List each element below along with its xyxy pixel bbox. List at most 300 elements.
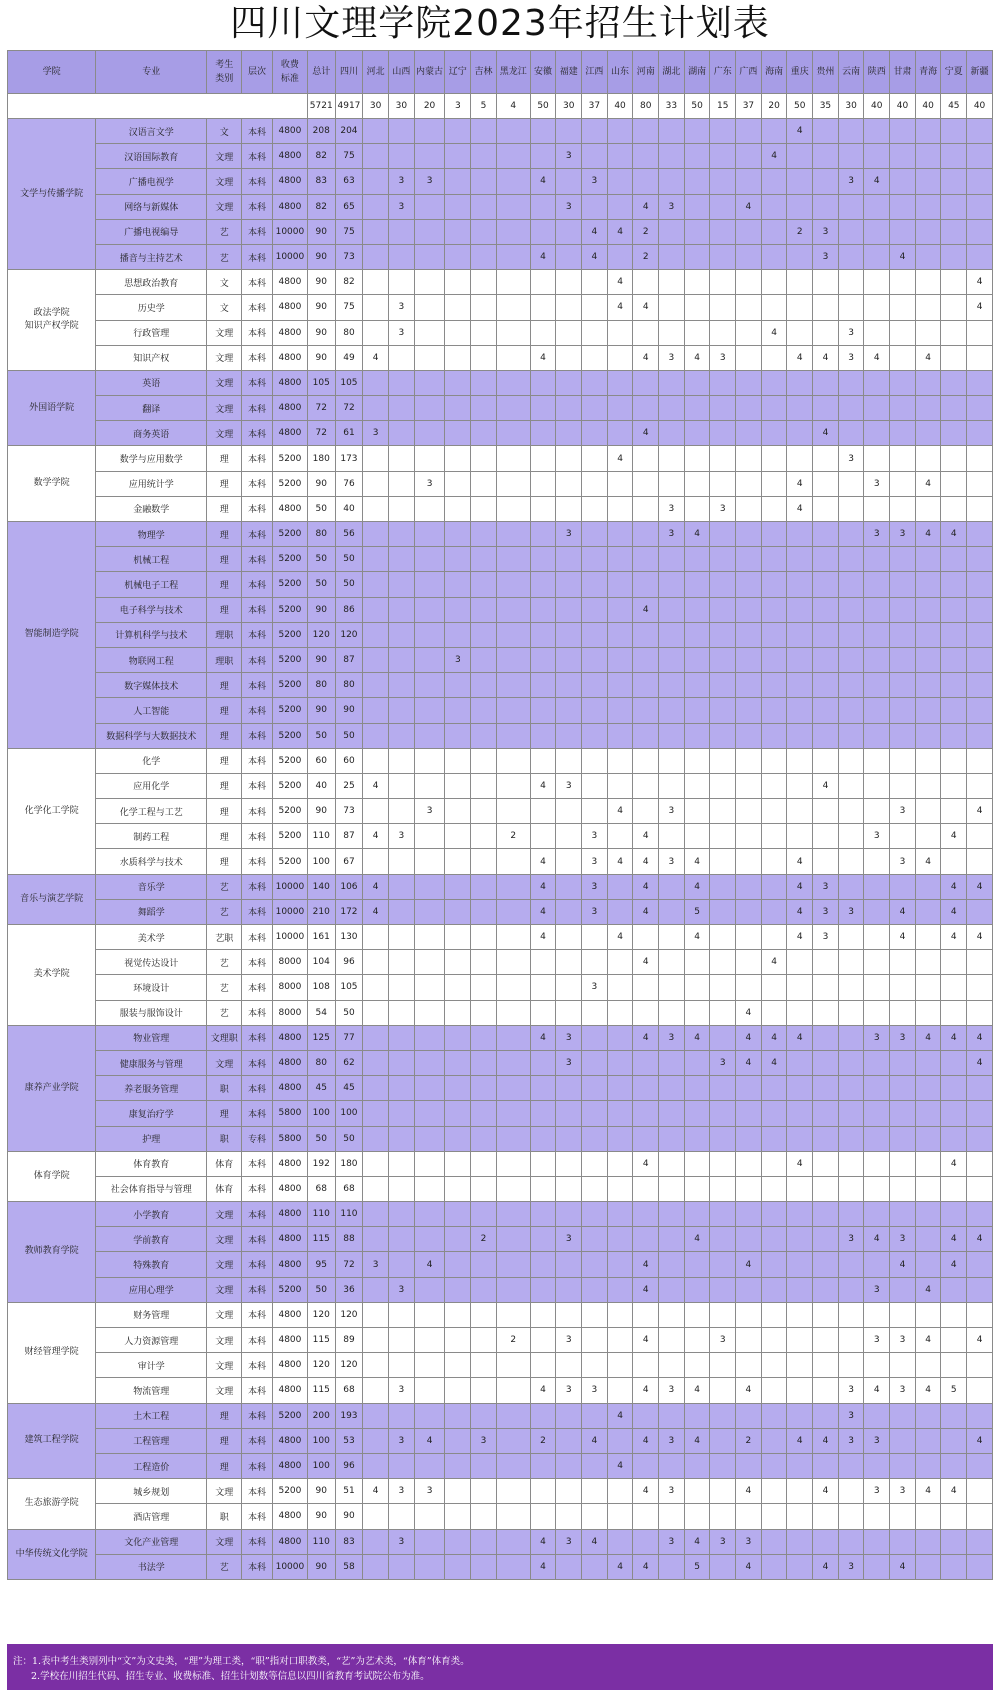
province-quota: 3 [813,244,839,269]
major-name: 知识产权 [96,345,207,370]
province-quota: 65 [335,194,363,219]
province-quota: 4 [941,1479,967,1504]
table-row [8,874,993,899]
level: 本科 [242,975,273,1000]
tuition: 5200 [272,622,307,647]
province-quota: 3 [556,522,582,547]
province-quota: 50 [335,572,363,597]
province-quota [967,547,993,572]
province-quota: 4 [530,849,556,874]
province-quota [838,396,864,421]
province-quota [659,925,685,950]
province-quota [445,824,471,849]
province-quota: 4 [633,849,659,874]
province-quota: 4 [967,1227,993,1252]
province-quota [813,1277,839,1302]
total-quota: 120 [307,1302,335,1327]
province-quota [659,975,685,1000]
column-header: 湖北 [659,51,685,94]
province-quota [736,925,762,950]
province-quota [496,1403,530,1428]
province-quota [915,169,941,194]
column-header: 层次 [242,51,273,94]
candidate-category: 体育 [207,1151,242,1176]
province-quota: 4 [967,1428,993,1453]
province-quota [838,522,864,547]
province-quota [445,1479,471,1504]
province-quota [388,471,414,496]
province-quota [388,874,414,899]
province-quota [659,320,685,345]
province-quota [496,1479,530,1504]
province-quota [388,1403,414,1428]
province-quota [414,849,445,874]
province-quota: 3 [890,799,916,824]
province-quota [363,1378,389,1403]
province-quota [864,773,890,798]
province-quota: 4 [530,773,556,798]
tuition: 8000 [272,950,307,975]
table-row [8,975,993,1000]
province-quota [761,169,787,194]
province-quota [471,1403,497,1428]
province-quota [496,194,530,219]
province-quota [967,119,993,144]
province-quota: 3 [838,320,864,345]
province-quota [607,622,633,647]
province-quota [496,1504,530,1529]
province-quota [736,799,762,824]
province-quota [530,1050,556,1075]
province-quota [864,723,890,748]
province-quota [445,547,471,572]
province-quota [530,698,556,723]
province-quota: 3 [659,1428,685,1453]
province-quota: 4 [607,1403,633,1428]
province-quota [941,1277,967,1302]
total-quota: 210 [307,899,335,924]
province-quota [967,1504,993,1529]
tuition: 4800 [272,320,307,345]
province-quota: 3 [838,169,864,194]
province-quota: 2 [496,1328,530,1353]
college-name: 数学学院 [8,446,96,522]
province-quota [659,1076,685,1101]
province-quota [445,1504,471,1529]
province-quota [838,673,864,698]
province-quota [659,723,685,748]
table-row [8,1453,993,1478]
total-quota: 90 [307,597,335,622]
province-quota [530,446,556,471]
province-quota [684,1000,710,1025]
province-quota [659,396,685,421]
province-quota [363,320,389,345]
candidate-category: 文理 [207,1479,242,1504]
province-quota: 3 [388,295,414,320]
province-quota: 4 [633,597,659,622]
province-quota [915,824,941,849]
province-quota: 4 [890,1252,916,1277]
major-name: 思想政治教育 [96,270,207,295]
province-quota [915,1554,941,1579]
province-quota: 4 [761,950,787,975]
province-quota [761,446,787,471]
province-quota [864,1403,890,1428]
province-quota [813,446,839,471]
province-quota [941,1000,967,1025]
level: 本科 [242,1000,273,1025]
province-quota: 4 [890,899,916,924]
province-quota [607,874,633,899]
province-quota: 3 [556,1529,582,1554]
province-quota [710,698,736,723]
province-quota [363,975,389,1000]
major-name: 电子科学与技术 [96,597,207,622]
province-quota [582,748,608,773]
province-quota [684,1479,710,1504]
province-quota [941,849,967,874]
province-quota: 3 [838,1428,864,1453]
province-quota [736,773,762,798]
province-quota [736,824,762,849]
column-header: 湖南 [684,51,710,94]
province-quota [556,169,582,194]
province-quota [864,899,890,924]
province-quota [496,950,530,975]
tuition: 5200 [272,547,307,572]
province-quota [363,219,389,244]
province-quota [363,1151,389,1176]
college-name: 建筑工程学院 [8,1403,96,1479]
province-quota [414,119,445,144]
province-quota [736,1328,762,1353]
tuition: 4800 [272,270,307,295]
province-quota [530,1000,556,1025]
province-quota [915,572,941,597]
province-quota: 110 [335,1202,363,1227]
province-quota [813,1101,839,1126]
level: 本科 [242,1353,273,1378]
province-quota [761,1101,787,1126]
province-quota [710,446,736,471]
province-quota [890,1151,916,1176]
province-quota [388,1504,414,1529]
tuition: 5200 [272,1277,307,1302]
province-quota [659,1151,685,1176]
province-quota [710,1554,736,1579]
province-quota [736,244,762,269]
province-quota [530,1453,556,1478]
province-quota [710,1151,736,1176]
province-quota [787,547,813,572]
total-quota: 50 [307,1277,335,1302]
column-header: 考生 类别 [207,51,242,94]
table-row [8,547,993,572]
province-quota [414,1126,445,1151]
province-quota [967,144,993,169]
tuition: 4800 [272,1353,307,1378]
province-quota [659,1353,685,1378]
province-quota [736,1076,762,1101]
tuition: 4800 [272,1328,307,1353]
total-quota: 80 [307,522,335,547]
major-name: 人工智能 [96,698,207,723]
province-quota [684,144,710,169]
province-quota [864,1050,890,1075]
total-cell: 40 [864,94,890,119]
province-quota [388,270,414,295]
province-quota [659,471,685,496]
table-row [8,925,993,950]
province-quota [556,1554,582,1579]
province-quota [471,1453,497,1478]
province-quota [530,1101,556,1126]
province-quota [582,1101,608,1126]
province-quota: 3 [864,824,890,849]
candidate-category: 理职 [207,622,242,647]
province-quota [582,925,608,950]
province-quota: 3 [890,849,916,874]
province-quota [582,446,608,471]
province-quota [838,1000,864,1025]
province-quota [710,647,736,672]
total-quota: 82 [307,194,335,219]
province-quota [414,899,445,924]
province-quota: 82 [335,270,363,295]
province-quota [471,899,497,924]
province-quota [890,1076,916,1101]
province-quota [414,144,445,169]
province-quota [388,622,414,647]
province-quota [659,1403,685,1428]
major-name: 行政管理 [96,320,207,345]
province-quota [530,270,556,295]
province-quota [556,421,582,446]
province-quota [736,597,762,622]
province-quota [496,1126,530,1151]
province-quota: 4 [736,1000,762,1025]
province-quota [607,1504,633,1529]
province-quota [941,421,967,446]
province-quota [787,1403,813,1428]
province-quota [471,673,497,698]
province-quota [388,522,414,547]
province-quota [761,723,787,748]
province-quota [941,597,967,622]
level: 本科 [242,320,273,345]
total-quota: 180 [307,446,335,471]
province-quota [710,270,736,295]
province-quota [864,219,890,244]
level: 本科 [242,522,273,547]
candidate-category: 文理 [207,1353,242,1378]
province-quota [838,1202,864,1227]
province-quota [530,1302,556,1327]
province-quota [736,874,762,899]
province-quota [787,1076,813,1101]
province-quota [890,1176,916,1201]
province-quota [761,824,787,849]
province-quota [967,849,993,874]
province-quota [890,547,916,572]
province-quota [496,1277,530,1302]
province-quota: 4 [530,874,556,899]
province-quota: 50 [335,1126,363,1151]
table-row [8,244,993,269]
province-quota [607,748,633,773]
province-quota [787,421,813,446]
province-quota [633,622,659,647]
table-row [8,1353,993,1378]
province-quota [915,270,941,295]
province-quota [684,950,710,975]
column-header: 海南 [761,51,787,94]
province-quota [414,1378,445,1403]
province-quota: 56 [335,522,363,547]
province-quota: 3 [582,849,608,874]
province-quota [556,1151,582,1176]
province-quota [915,1504,941,1529]
province-quota: 3 [388,169,414,194]
province-quota [445,270,471,295]
province-quota [471,597,497,622]
province-quota [445,899,471,924]
province-quota [941,1076,967,1101]
province-quota: 4 [967,925,993,950]
province-quota [363,522,389,547]
column-header: 云南 [838,51,864,94]
province-quota [607,597,633,622]
province-quota [633,370,659,395]
province-quota [710,1076,736,1101]
province-quota [967,421,993,446]
province-quota: 4 [915,1378,941,1403]
province-quota [530,1504,556,1529]
province-quota [736,1101,762,1126]
province-quota [838,874,864,899]
province-quota: 4 [813,773,839,798]
province-quota [941,1403,967,1428]
province-quota [710,1176,736,1201]
province-quota [607,244,633,269]
candidate-category: 艺 [207,950,242,975]
province-quota [710,1252,736,1277]
province-quota [890,194,916,219]
province-quota: 172 [335,899,363,924]
province-quota [941,1101,967,1126]
table-row [8,723,993,748]
province-quota: 3 [813,925,839,950]
province-quota [659,169,685,194]
province-quota [445,370,471,395]
province-quota [607,899,633,924]
province-quota: 120 [335,1353,363,1378]
province-quota [736,345,762,370]
province-quota [813,748,839,773]
province-quota [556,925,582,950]
major-name: 数学与应用数学 [96,446,207,471]
province-quota [787,950,813,975]
province-quota [388,345,414,370]
province-quota [414,219,445,244]
province-quota [582,1050,608,1075]
province-quota [787,647,813,672]
province-quota [710,320,736,345]
province-quota: 53 [335,1428,363,1453]
province-quota [787,1479,813,1504]
province-quota [659,1504,685,1529]
province-quota [582,522,608,547]
province-quota [471,1050,497,1075]
province-quota [890,1302,916,1327]
province-quota [890,396,916,421]
province-quota [363,1504,389,1529]
province-quota: 3 [582,975,608,1000]
table-row [8,1504,993,1529]
province-quota: 3 [864,1025,890,1050]
tuition: 4800 [272,1504,307,1529]
province-quota [388,370,414,395]
province-quota [445,1453,471,1478]
province-quota [813,547,839,572]
province-quota [864,1252,890,1277]
candidate-category: 文理 [207,1202,242,1227]
province-quota: 100 [335,1101,363,1126]
level: 本科 [242,119,273,144]
province-quota [633,1504,659,1529]
province-quota [761,345,787,370]
tuition: 5200 [272,522,307,547]
province-quota [915,1302,941,1327]
province-quota [838,1076,864,1101]
province-quota [813,1227,839,1252]
tuition: 5200 [272,748,307,773]
province-quota [471,1176,497,1201]
province-quota [530,723,556,748]
total-quota: 110 [307,1202,335,1227]
province-quota: 4 [864,1378,890,1403]
province-quota [556,799,582,824]
province-quota [787,169,813,194]
province-quota [736,647,762,672]
province-quota [761,295,787,320]
province-quota [813,169,839,194]
province-quota [736,748,762,773]
column-header: 总计 [307,51,335,94]
province-quota [659,446,685,471]
province-quota [967,1353,993,1378]
province-quota: 4 [684,1378,710,1403]
province-quota [607,1076,633,1101]
province-quota [363,925,389,950]
province-quota [838,1529,864,1554]
province-quota [607,396,633,421]
province-quota [684,622,710,647]
province-quota [556,975,582,1000]
province-quota [787,1227,813,1252]
province-quota: 4 [787,496,813,521]
total-quota: 90 [307,799,335,824]
province-quota: 3 [838,899,864,924]
province-quota: 4 [787,1025,813,1050]
province-quota [710,219,736,244]
level: 本科 [242,899,273,924]
province-quota [530,673,556,698]
province-quota: 3 [388,1378,414,1403]
tuition: 5200 [272,673,307,698]
province-quota [915,1151,941,1176]
